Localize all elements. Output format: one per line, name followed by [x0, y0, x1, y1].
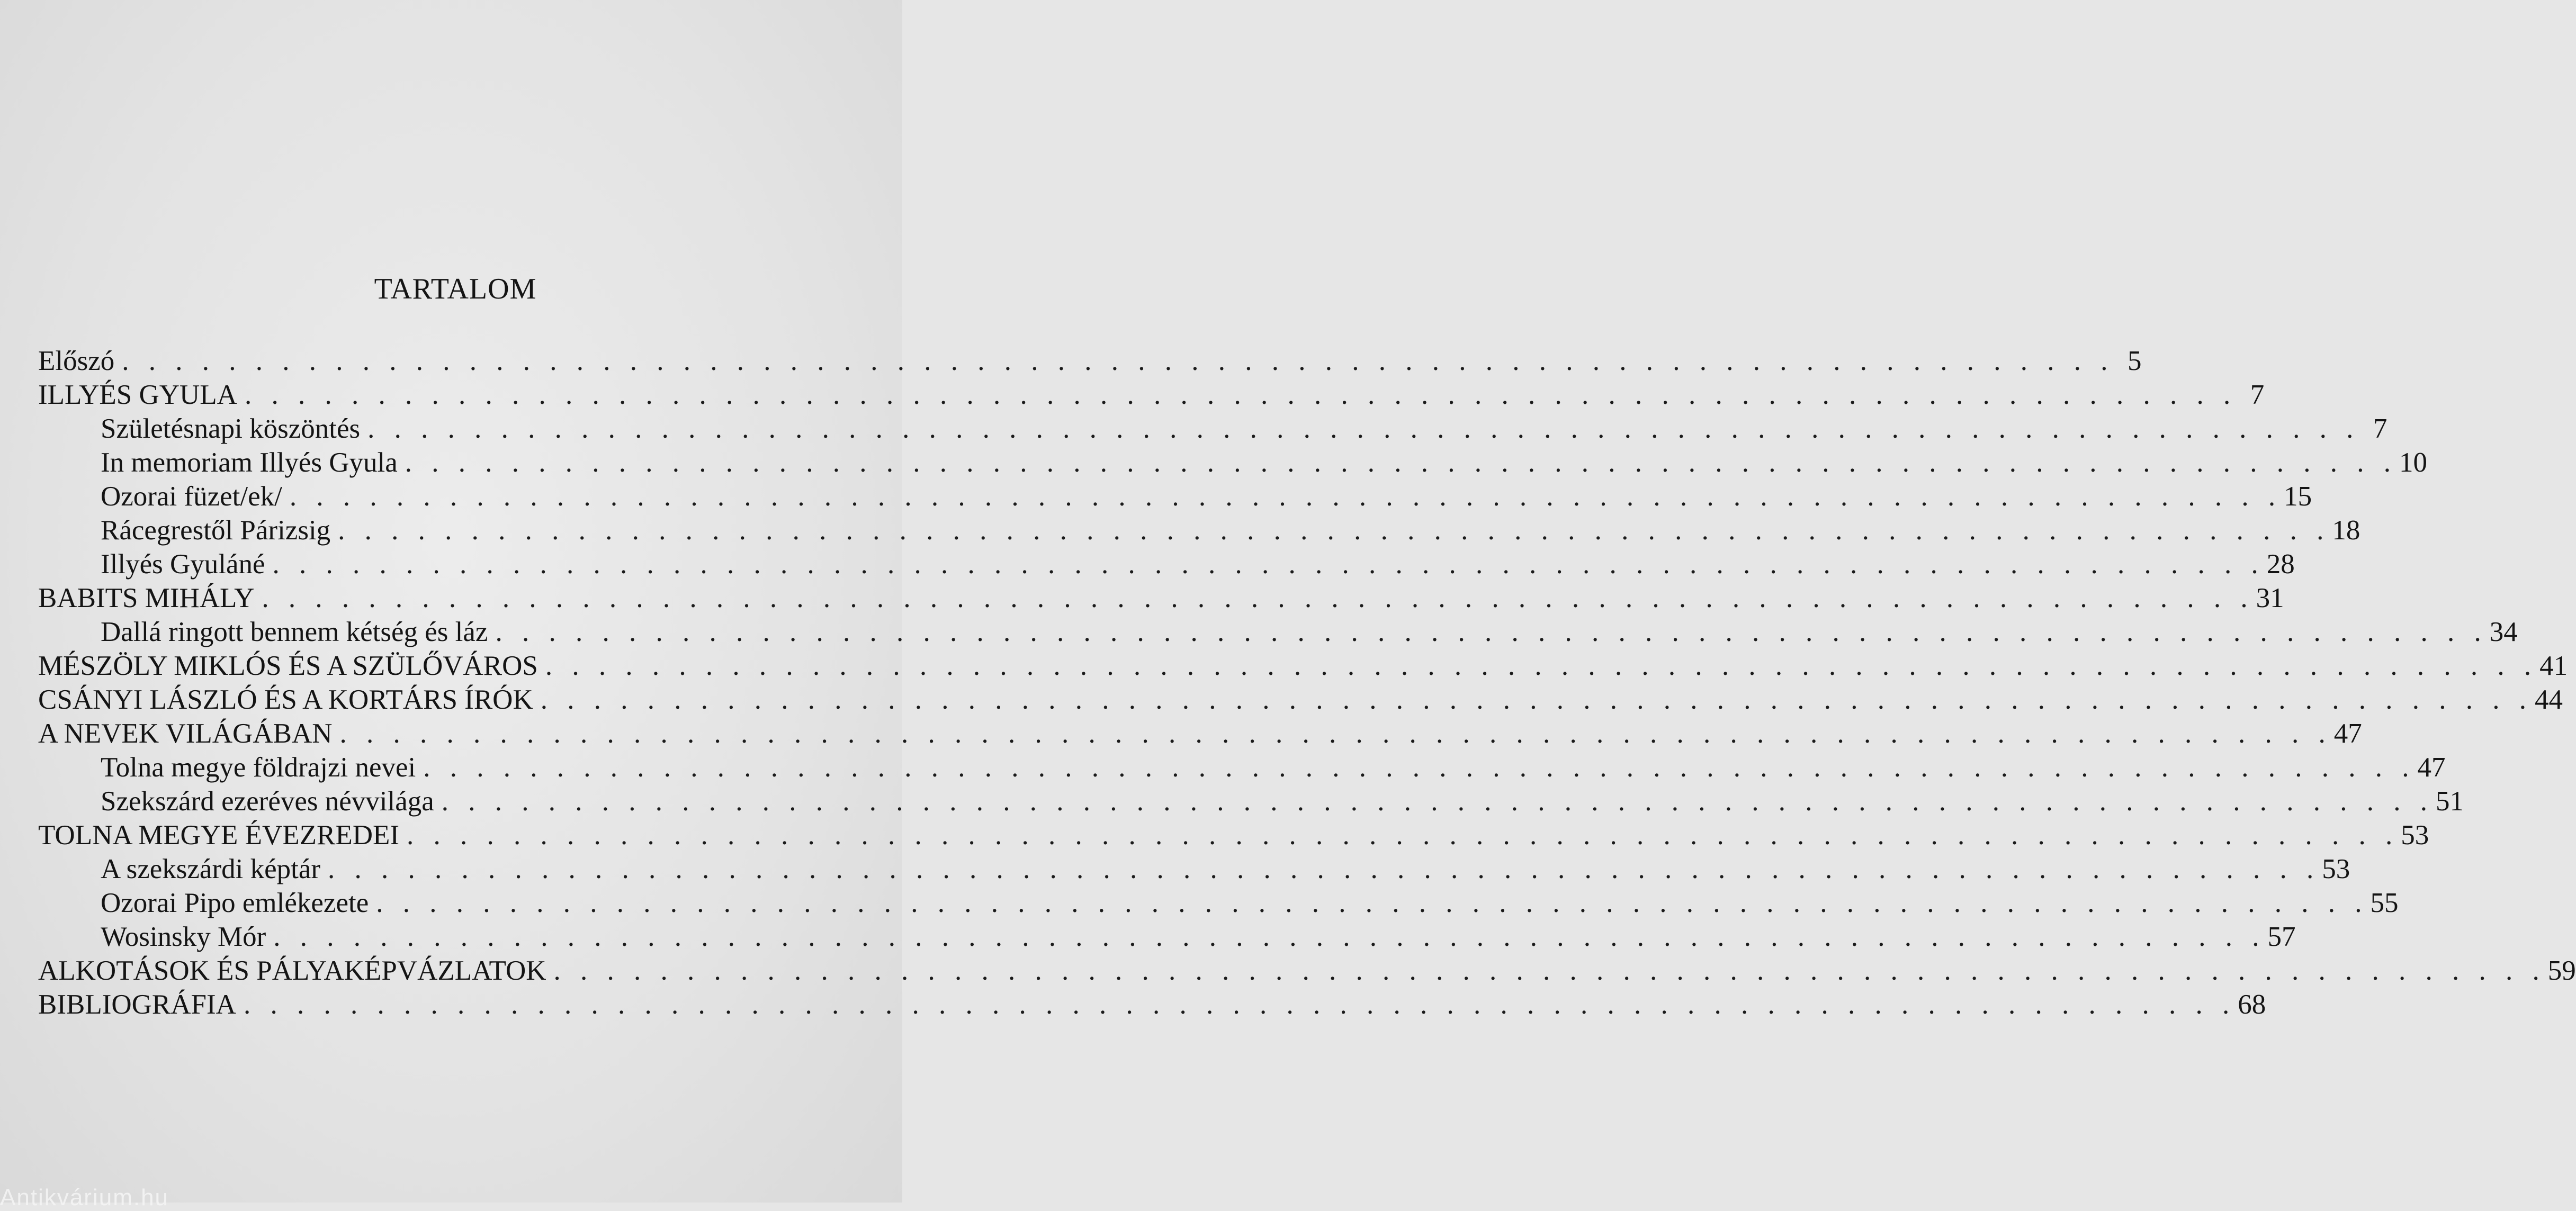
watermark: Antikvárium.hu: [0, 1185, 169, 1210]
toc-entry-label: ILLYÉS GYULA: [38, 379, 237, 410]
toc-entry-page: 10: [2399, 447, 2428, 478]
dot-leader: . . . . . . . . . . . . . . . . . . . . . . . . . . . . . . . . . . . . . . . . . . . . . . . . . . . . . . . . . . . . . . . . . . . . . . . . . . .: [122, 346, 2114, 376]
toc-entry-page: 31: [2256, 583, 2284, 613]
toc-entry: [38, 649, 2568, 683]
toc-subentry: [38, 852, 2350, 886]
toc-subentry: [38, 513, 2360, 547]
toc-entry: [38, 378, 2265, 412]
dot-leader: . . . . . . . . . . . . . . . . . . . . . . . . . . . . . . . . . . . . . . . . . . . . . . . . . . . . . . . . . . . . . . . . . . . . . . . . . . .: [243, 989, 2236, 1020]
toc-entry-label: BABITS MIHÁLY: [38, 583, 255, 613]
toc-subentry: [38, 886, 2399, 920]
toc-entry-label: Illyés Gyuláné: [101, 549, 265, 580]
toc-entry-label: Születésnapi köszöntés: [101, 413, 361, 444]
toc-entry: [38, 717, 2362, 751]
toc-entry-page: 15: [2284, 481, 2312, 512]
toc-subentry: [38, 480, 2312, 513]
toc-entry-label: Wosinsky Mór: [101, 921, 266, 952]
toc-entry-page: 47: [2333, 718, 2362, 749]
toc-entry-label: BIBLIOGRÁFIA: [38, 989, 236, 1020]
toc-subentry: [38, 920, 2296, 954]
toc-subentry: [38, 446, 2428, 480]
toc-entry-page: 59: [2547, 955, 2576, 986]
dot-leader: . . . . . . . . . . . . . . . . . . . . . . . . . . . . . . . . . . . . . . . . . . . . . . . . . . . . . . . . . . . . . . . . . . . . . . . . . . .: [376, 888, 2368, 918]
toc-entry-page: 55: [2370, 888, 2399, 918]
toc-entry-page: 53: [2322, 854, 2350, 884]
toc-entry: [38, 344, 2142, 378]
dot-leader: . . . . . . . . . . . . . . . . . . . . . . . . . . . . . . . . . . . . . . . . . . . . . . . . . . . . . . . . . . . . . . . . . . . . . . . . . . .: [540, 684, 2533, 715]
toc-entry-page: 53: [2401, 820, 2429, 851]
toc-entry-label: Dallá ringott bennem kétség és láz: [101, 617, 488, 647]
toc-entry-page: 7: [2373, 413, 2387, 444]
toc-entry-label: In memoriam Illyés Gyula: [101, 447, 398, 478]
toc-entry: [38, 954, 2576, 988]
dot-leader: . . . . . . . . . . . . . . . . . . . . . . . . . . . . . . . . . . . . . . . . . . . . . . . . . . . . . . . . . . . . . . . . . . . . . . . . . . .: [338, 515, 2330, 546]
toc-subentry: [38, 751, 2446, 784]
toc-entry-label: Ozorai füzet/ek/: [101, 481, 282, 512]
toc-entry-label: CSÁNYI LÁSZLÓ ÉS A KORTÁRS ÍRÓK: [38, 684, 533, 715]
toc-entry-page: 51: [2436, 786, 2464, 817]
toc-entry-page: 57: [2267, 921, 2296, 952]
dot-leader: . . . . . . . . . . . . . . . . . . . . . . . . . . . . . . . . . . . . . . . . . . . . . . . . . . . . . . . . . . . . . . . . . . . . . . . . . . .: [441, 786, 2434, 817]
dot-leader: . . . . . . . . . . . . . . . . . . . . . . . . . . . . . . . . . . . . . . . . . . . . . . . . . . . . . . . . . . . . . . . . . . . . . . . . . . .: [495, 617, 2488, 647]
dot-leader: . . . . . . . . . . . . . . . . . . . . . . . . . . . . . . . . . . . . . . . . . . . . . . . . . . . . . . . . . . . . . . . . . . . . . . . . . . .: [405, 447, 2398, 478]
toc-subentry: [38, 615, 2518, 649]
dot-leader: . . . . . . . . . . . . . . . . . . . . . . . . . . . . . . . . . . . . . . . . . . . . . . . . . . . . . . . . . . . . . . . . . . . . . . . . . . .: [272, 549, 2265, 580]
toc-subentry: [38, 547, 2295, 581]
toc-subentry: [38, 784, 2464, 818]
toc-entry-page: 7: [2250, 379, 2265, 410]
toc-entry-label: Ozorai Pipo emlékezete: [101, 888, 369, 918]
dot-leader: . . . . . . . . . . . . . . . . . . . . . . . . . . . . . . . . . . . . . . . . . . . . . . . . . . . . . . . . . . . . . . . . . . . . . . . . . . .: [339, 718, 2332, 749]
toc-entry-label: Tolna megye földrajzi nevei: [101, 752, 416, 783]
toc-entry-page: 18: [2332, 515, 2360, 546]
toc-entry-label: Előszó: [38, 346, 115, 376]
toc-entry-label: TOLNA MEGYE ÉVEZREDEI: [38, 820, 400, 851]
toc-entry-page: 28: [2266, 549, 2295, 580]
toc-entry-label: ALKOTÁSOK ÉS PÁLYAKÉPVÁZLATOK: [38, 955, 546, 986]
dot-leader: . . . . . . . . . . . . . . . . . . . . . . . . . . . . . . . . . . . . . . . . . . . . . . . . . . . . . . . . . . . . . . . . . . . . . . . . . . .: [328, 854, 2320, 884]
toc-entry-label: A NEVEK VILÁGÁBAN: [38, 718, 333, 749]
dot-leader: . . . . . . . . . . . . . . . . . . . . . . . . . . . . . . . . . . . . . . . . . . . . . . . . . . . . . . . . . . . . . . . . . . . . . . . . . . .: [407, 820, 2399, 851]
toc-entry: [38, 818, 2429, 852]
toc-entry-label: Szekszárd ezeréves névvilága: [101, 786, 434, 817]
toc-entry-page: 47: [2417, 752, 2446, 783]
toc-entry-page: 41: [2539, 650, 2568, 681]
toc-entry-label: Rácegrestől Párizsig: [101, 515, 331, 546]
dot-leader: . . . . . . . . . . . . . . . . . . . . . . . . . . . . . . . . . . . . . . . . . . . . . . . . . . . . . . . . . . . . . . . . . . . . . . . . . . .: [553, 955, 2546, 986]
toc-subentry: [38, 412, 2387, 446]
toc-entry-page: 5: [2128, 346, 2142, 376]
dot-leader: . . . . . . . . . . . . . . . . . . . . . . . . . . . . . . . . . . . . . . . . . . . . . . . . . . . . . . . . . . . . . . . . . . . . . . . . . . .: [289, 481, 2282, 512]
toc-entry-page: 34: [2489, 617, 2518, 647]
toc-entry: [38, 988, 2266, 1022]
toc-entry-page: 68: [2238, 989, 2266, 1020]
toc-entry: [38, 581, 2284, 615]
toc-entry: [38, 683, 2563, 717]
dot-leader: . . . . . . . . . . . . . . . . . . . . . . . . . . . . . . . . . . . . . . . . . . . . . . . . . . . . . . . . . . . . . . . . . . . . . . . . . . .: [273, 921, 2266, 952]
dot-leader: . . . . . . . . . . . . . . . . . . . . . . . . . . . . . . . . . . . . . . . . . . . . . . . . . . . . . . . . . . . . . . . . . . . . . . . . . . .: [545, 650, 2538, 681]
dot-leader: . . . . . . . . . . . . . . . . . . . . . . . . . . . . . . . . . . . . . . . . . . . . . . . . . . . . . . . . . . . . . . . . . . . . . . . . . . .: [244, 379, 2237, 410]
toc-entry-page: 44: [2534, 684, 2563, 715]
dot-leader: . . . . . . . . . . . . . . . . . . . . . . . . . . . . . . . . . . . . . . . . . . . . . . . . . . . . . . . . . . . . . . . . . . . . . . . . . . .: [423, 752, 2416, 783]
dot-leader: . . . . . . . . . . . . . . . . . . . . . . . . . . . . . . . . . . . . . . . . . . . . . . . . . . . . . . . . . . . . . . . . . . . . . . . . . . .: [367, 413, 2360, 444]
toc-entry-label: MÉSZÖLY MIKLÓS ÉS A SZÜLŐVÁROS: [38, 650, 538, 681]
dot-leader: . . . . . . . . . . . . . . . . . . . . . . . . . . . . . . . . . . . . . . . . . . . . . . . . . . . . . . . . . . . . . . . . . . . . . . . . . . .: [262, 583, 2254, 613]
page-title: TARTALOM: [374, 273, 537, 305]
toc-entry-label: A szekszárdi képtár: [101, 854, 320, 884]
table-of-contents: [38, 344, 2576, 1022]
